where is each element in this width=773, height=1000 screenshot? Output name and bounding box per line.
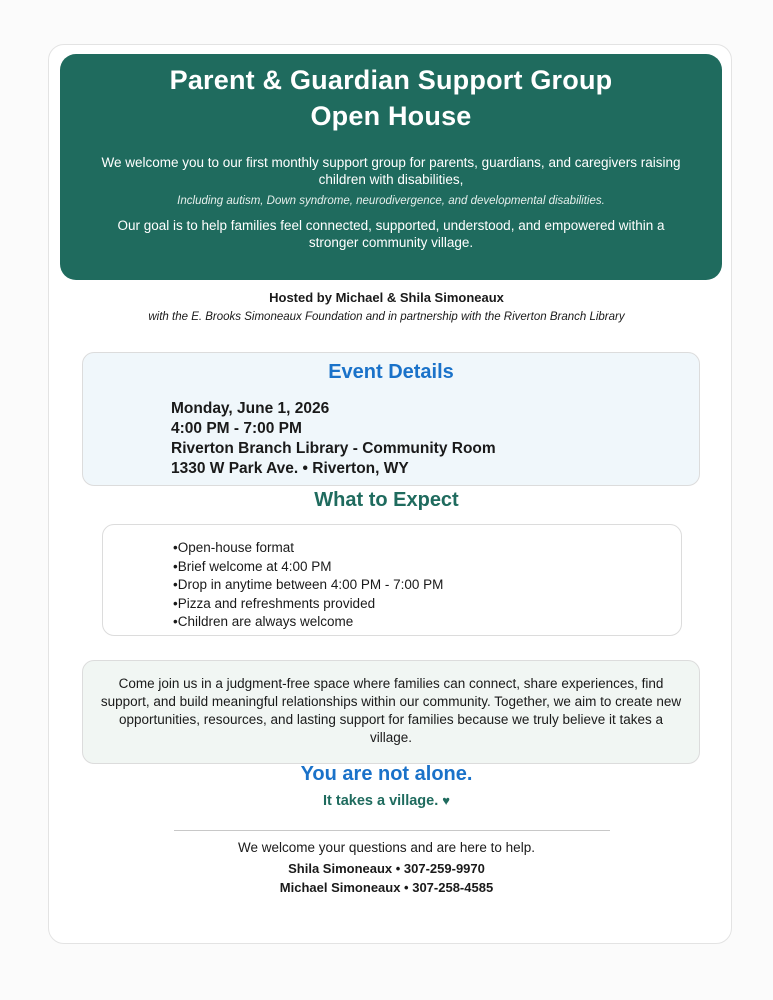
what-to-expect-heading: What to Expect [314,489,459,511]
contact-welcome: We welcome your questions and are here to help. [238,840,535,855]
banner-title-line1: Parent & Guardian Support Group [169,65,613,95]
contact-shila: Shila Simoneaux • 307-259-9970 [288,861,485,876]
event-details-card [82,352,700,486]
contact-michael: Michael Simoneaux • 307-258-4585 [279,880,494,895]
banner-italic-note: Including autism, Down syndrome, neurodivergence, and developmental disabilities. [177,195,605,207]
list-item: • Drop in anytime between 4:00 PM - 7:00 PM [173,576,443,595]
invitation-text: Come join us in a judgment-free space where families can connect, share experiences, find support, and build meaningful relationships within our community. Together, we aim to create new opportunities, resources, and lasting support for families because we truly believe it takes a village. [100,676,682,745]
list-item: • Brief welcome at 4:00 PM [173,558,443,577]
banner-intro: We welcome you to our first monthly support group for parents, guardians, and caregivers raising children with disabilities, [101,155,681,187]
expect-list [173,539,443,632]
list-item: • Children are always welcome [173,613,443,632]
invitation-card [82,660,700,764]
tagline-sub: It takes a village. [322,793,439,809]
what-to-expect-card [102,524,682,636]
hosted-by: Hosted by Michael & Shila Simoneaux [269,290,504,305]
banner-goal: Our goal is to help families feel connected, supported, understood, and empowered within a stronger community village. [117,218,665,250]
event-details-lines [171,399,496,479]
event-details-heading: Event Details [328,361,454,383]
tagline-sub-row [0,793,773,809]
divider [174,830,610,831]
event-venue: Riverton Branch Library - Community Room [171,440,496,457]
event-time: 4:00 PM - 7:00 PM [171,420,302,437]
event-date: Monday, June 1, 2026 [171,400,330,417]
heart-icon: ♥ [442,793,450,808]
tagline-main: You are not alone. [300,763,473,785]
banner-title-line2: Open House [310,101,472,131]
partnership-note: with the E. Brooks Simoneaux Foundation and in partnership with the Riverton Branch Library [148,311,625,323]
header-banner [60,54,722,280]
list-item: • Open-house format [173,539,443,558]
event-address: 1330 W Park Ave. • Riverton, WY [171,460,409,477]
list-item: • Pizza and refreshments provided [173,595,443,614]
